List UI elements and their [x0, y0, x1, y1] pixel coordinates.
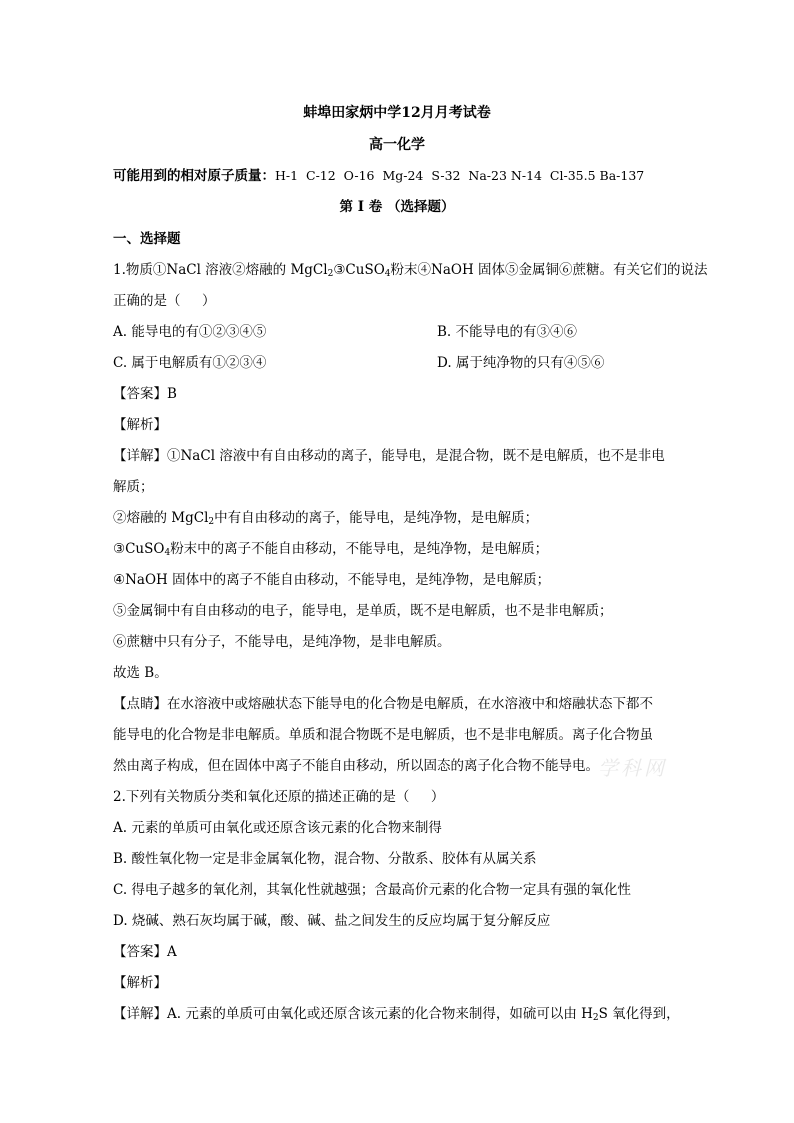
section-heading: 一、选择题: [113, 231, 181, 247]
q1-tip-line3: 然由离子构成，但在固体中离子不能自由移动，所以固态的离子化合物不能导电。: [113, 758, 599, 774]
atomic-mass-label: 可能用到的相对原子质量：: [113, 168, 275, 184]
part-heading: 第 Ⅰ 卷 （选择题）: [339, 199, 455, 215]
q1-detail-line6: ⑤金属铜中有自由移动的电子，能导电，是单质，既不是电解质，也不是非电解质；: [113, 603, 613, 619]
q1-detail3-text-a: ②熔融的 MgCl: [113, 510, 209, 526]
q1-analysis-label: 【解析】: [113, 417, 167, 433]
atomic-mass-line: [113, 166, 644, 186]
q1-stem-line2: 正确的是（ ）: [113, 293, 216, 309]
q2-option-c: C. 得电子越多的氧化剂，其氧化性就越强；含最高价元素的化合物一定具有强的氧化性: [113, 882, 631, 898]
q2-detail-text-a: 【详解】A. 元素的单质可由氧化或还原含该元素的化合物来制得，如硫可以由 H: [113, 1006, 593, 1022]
q1-stem-line1: [113, 260, 708, 280]
q1-detail4-text-b: 粉末中的离子不能自由移动，不能导电，是纯净物，是电解质；: [170, 541, 549, 557]
watermark-logo: [598, 752, 667, 781]
q1-detail-line5: ④NaOH 固体中的离子不能自由移动，不能导电，是纯净物，是电解质；: [113, 572, 551, 588]
q1-option-b: B. 不能导电的有③④⑥: [437, 324, 578, 340]
q1-detail3-text-b: 中有自由移动的离子，能导电，是纯净物，是电解质；: [214, 510, 539, 526]
q1-stem-sub1: 2: [327, 269, 334, 279]
q2-analysis-label: 【解析】: [113, 975, 167, 991]
q1-detail3-sub: 2: [208, 517, 215, 527]
q1-detail-line1: 【详解】①NaCl 溶液中有自由移动的离子，能导电，是混合物，既不是电解质，也不是非电: [113, 448, 665, 464]
q2-detail-line1: [113, 1004, 680, 1024]
atomic-mass-values: H-1 C-12 O-16 Mg-24 S-32 Na-23 N-14 Cl-35.5 Ba-137: [275, 168, 645, 183]
q1-detail4-text-a: ③CuSO: [113, 541, 165, 557]
q1-detail-line3: [113, 508, 538, 528]
q1-stem-sub2: 4: [384, 269, 391, 279]
q1-detail-line7: ⑥蔗糖中只有分子，不能导电，是纯净物，是非电解质。: [113, 634, 451, 650]
q2-detail-sub: 2: [592, 1013, 599, 1023]
exam-title: 蚌埠田家炳中学12月月考试卷: [303, 105, 491, 121]
q2-option-b: B. 酸性氧化物一定是非金属氧化物，混合物、分散系、胶体有从属关系: [113, 851, 537, 867]
q1-choice: 故选 B。: [113, 665, 168, 681]
q1-tip-line1: 【点睛】在水溶液中或熔融状态下能导电的化合物是电解质，在水溶液中和熔融状态下都不: [113, 696, 653, 712]
subject-title: 高一化学: [369, 137, 425, 153]
q1-stem-text-c: 粉末④NaOH 固体⑤金属铜⑥蔗糖。有关它们的说法: [390, 262, 708, 278]
q1-option-d: D. 属于纯净物的只有④⑤⑥: [437, 355, 605, 371]
q1-stem-text-a: 1.物质①NaCl 溶液②熔融的 MgCl: [113, 262, 328, 278]
q1-answer: 【答案】B: [113, 386, 177, 402]
q1-tip-line2: 能导电的化合物是非电解质。单质和混合物既不是电解质，也不是非电解质。离子化合物虽: [113, 727, 653, 743]
q1-option-a: A. 能导电的有①②③④⑤: [113, 324, 267, 340]
watermark-text: 学科网: [598, 756, 667, 780]
q1-option-c: C. 属于电解质有①②③④: [113, 355, 267, 371]
q1-detail-line4: [113, 539, 548, 559]
q2-stem: 2.下列有关物质分类和氧化还原的描述正确的是（ ）: [113, 789, 445, 805]
q2-detail-text-b: S 氧化得到，: [598, 1006, 680, 1022]
q2-option-d: D. 烧碱、熟石灰均属于碱，酸、碱、盐之间发生的反应均属于复分解反应: [113, 913, 551, 929]
q1-detail4-sub: 4: [164, 548, 171, 558]
q1-stem-text-b: ③CuSO: [333, 262, 385, 278]
q1-detail-line2: 解质；: [113, 479, 154, 495]
q2-answer: 【答案】A: [113, 944, 177, 960]
q2-option-a: A. 元素的单质可由氧化或还原含该元素的化合物来制得: [113, 820, 442, 836]
